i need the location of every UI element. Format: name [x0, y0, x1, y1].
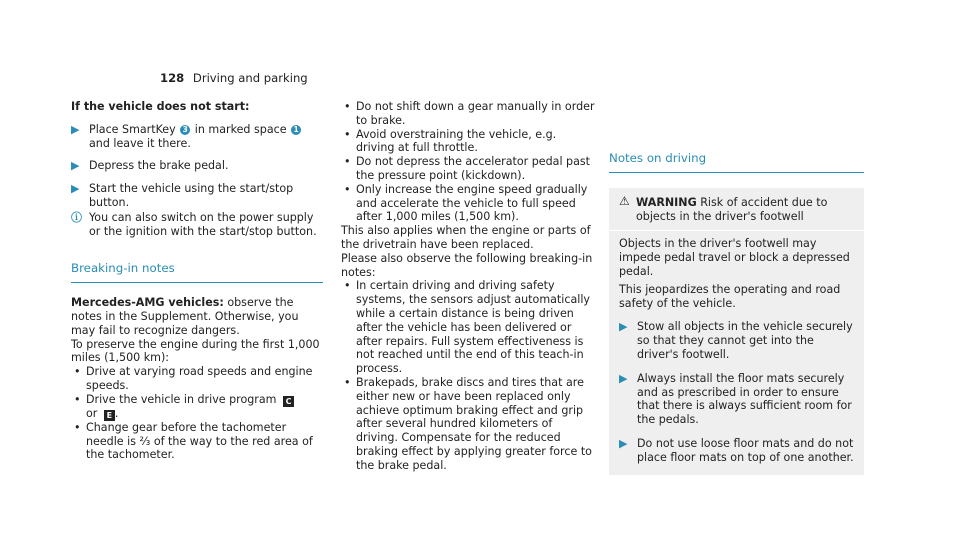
warning-box [609, 188, 864, 475]
step-text: Stow all objects in the vehicle securely so that they cannot get into the driver's footwell. [637, 320, 853, 361]
preserve-engine-text: To preserve the engine during the first 1,000 miles (1,500 km): [71, 337, 320, 365]
step-place-smartkey [71, 123, 323, 151]
step-text: Start the vehicle using the start/stop button. [89, 182, 294, 209]
drive-program-e-icon: E [104, 410, 115, 421]
start-failure-heading: If the vehicle does not start: [71, 100, 250, 113]
chapter-title: Driving and parking [192, 71, 308, 85]
warning-text: This jeopardizes the operating and road safety of the vehicle. [619, 282, 841, 310]
warning-step [619, 320, 854, 361]
step-text: Always install the floor mats securely and as prescribed in order to ensure that there is always sufficient room for the pedals. [637, 371, 852, 427]
warning-step [619, 372, 854, 427]
step-arrow-icon: ▶ [71, 182, 80, 196]
list-item-text: Only increase the engine speed gradually and accelerate the vehicle to full speed after 1,000 miles (1,500 km). [356, 182, 588, 224]
step-text: in marked space [194, 122, 287, 136]
step-arrow-icon: ▶ [619, 371, 628, 385]
list-item-text: Drive the vehicle in drive program [86, 392, 277, 406]
warning-triangle-icon: ⚠ [619, 193, 630, 208]
list-item-text: Do not shift down a gear manually in order to brake. [356, 100, 595, 127]
notes-on-driving-heading: Notes on driving [609, 152, 864, 173]
amg-note [71, 296, 323, 337]
info-icon: ⓘ [71, 210, 82, 224]
step-start-vehicle [71, 182, 323, 210]
warning-title: Risk of accident due to objects in the driver's footwell [636, 195, 828, 223]
list-item-text: . [114, 406, 119, 420]
list-item-text: Do not depress the accelerator pedal past the pressure point (kickdown). [356, 155, 591, 182]
warning-header [609, 188, 864, 232]
breaking-in-heading: Breaking-in notes [71, 262, 323, 283]
list-item-text: or [86, 406, 98, 420]
list-item [341, 128, 597, 156]
list-item [341, 376, 597, 473]
step-text: and leave it there. [89, 136, 191, 150]
warning-label: WARNING [636, 195, 697, 209]
breaking-in-intro: Please also observe the following breaking-in notes: [341, 251, 593, 279]
step-arrow-icon: ▶ [71, 159, 80, 173]
amg-text: observe the notes in the Supplement. Otherwise, you may fail to recognize dangers. [71, 296, 299, 337]
list-item [71, 393, 323, 421]
list-item [341, 279, 597, 376]
list-item [71, 421, 323, 462]
warning-heading [619, 193, 854, 224]
info-note [71, 211, 323, 239]
callout-marker: 1 [291, 125, 301, 135]
drive-program-c-icon: C [283, 396, 294, 407]
list-item-text: Avoid overstraining the vehicle, e.g. driving at full throttle. [356, 127, 557, 155]
step-arrow-icon: ▶ [619, 320, 628, 334]
step-depress-brake [71, 159, 323, 173]
list-item [71, 365, 323, 393]
list-item-text: Brakepads, brake discs and tires that are either new or have been replaced only achieve optimum braking effect and grip after several hundred kilometers of driving. Compensate for the reduced braking effect by applying greater force to the brake pedal. [356, 375, 592, 472]
warning-step [619, 437, 854, 465]
page-number: 128 [160, 71, 185, 85]
warning-body [609, 231, 864, 474]
column-3 [609, 100, 864, 475]
list-item-text: In certain driving and driving safety systems, the sensors adjust automatically while a certain distance is being driven after the vehicle has been delivered or after repairs. Full system effectiveness is not reached until the end of this teach-in process. [356, 279, 590, 376]
amg-label: Mercedes-AMG vehicles: [71, 296, 224, 310]
list-item [341, 100, 597, 128]
drivetrain-note: This also applies when the engine or parts of the drivetrain have been replaced. [341, 224, 591, 251]
page-header [160, 72, 308, 86]
step-text: Do not use loose floor mats and do not place floor mats on top of one another. [637, 436, 854, 464]
column-1 [71, 100, 323, 462]
list-item-text: Change gear before the tachometer needle is ⅔ of the way to the red area of the tachometer. [86, 420, 313, 462]
list-item [341, 183, 597, 224]
column-2 [341, 100, 597, 473]
callout-marker: 3 [180, 125, 190, 135]
step-arrow-icon: ▶ [619, 436, 628, 450]
info-text: You can also switch on the power supply or the ignition with the start/stop button. [89, 210, 317, 238]
list-item [341, 155, 597, 183]
warning-text: Objects in the driver's footwell may impede pedal travel or block a depressed pedal. [619, 237, 850, 278]
step-arrow-icon: ▶ [71, 122, 80, 136]
step-text: Depress the brake pedal. [89, 159, 229, 173]
step-text: Place SmartKey [89, 122, 176, 136]
list-item-text: Drive at varying road speeds and engine speeds. [86, 365, 313, 392]
